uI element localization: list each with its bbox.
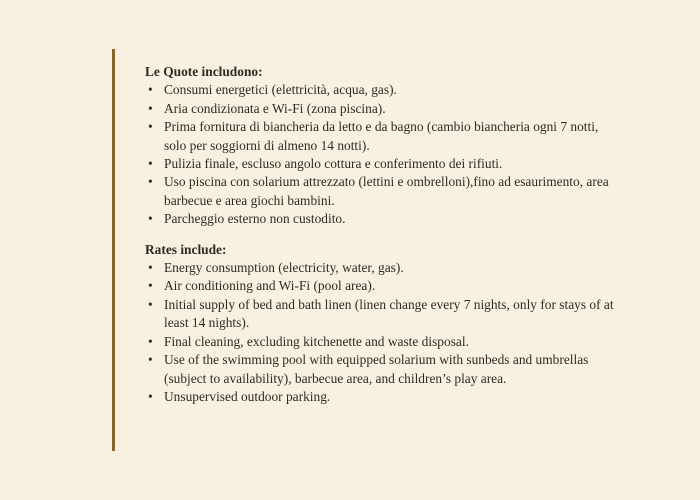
list-item (145, 81, 615, 99)
bullet-icon: • (148, 82, 153, 98)
bullet-icon: • (148, 100, 153, 116)
bullet-icon: • (148, 174, 153, 190)
list-item (145, 100, 615, 118)
english-list (145, 259, 615, 406)
list-item (145, 277, 615, 295)
list-item (145, 351, 615, 388)
bullet-icon: • (148, 352, 153, 368)
list-item-text: Prima fornitura di biancheria da letto e da bagno (cambio biancheria ogni 7 notti, solo per soggiorni di almeno 14 notti). (164, 119, 599, 153)
list-item-text: Air conditioning and Wi-Fi (pool area). (164, 278, 376, 294)
list-item-text: Final cleaning, excluding kitchenette and waste disposal. (164, 333, 469, 349)
list-item (145, 210, 615, 228)
list-item-text: Aria condizionata e Wi-Fi (zona piscina). (164, 100, 386, 116)
italian-list (145, 81, 615, 228)
bullet-icon: • (148, 333, 153, 349)
list-item-text: Parcheggio esterno non custodito. (164, 211, 346, 227)
list-item-text: Pulizia finale, escluso angolo cottura e conferimento dei rifiuti. (164, 156, 503, 172)
list-item (145, 173, 615, 210)
bullet-icon: • (148, 388, 153, 404)
list-item-text: Uso piscina con solarium attrezzato (lettini e ombrelloni),fino ad esaurimento, area barbecue e area giochi bambini. (164, 174, 609, 208)
list-item (145, 296, 615, 333)
list-item-text: Unsupervised outdoor parking. (164, 388, 331, 404)
rates-content (145, 63, 615, 406)
bullet-icon: • (148, 260, 153, 276)
vertical-accent-rule (112, 49, 115, 451)
english-heading: Rates include: (145, 241, 227, 257)
list-item (145, 155, 615, 173)
bullet-icon: • (148, 278, 153, 294)
list-item-text: Consumi energetici (elettricità, acqua, gas). (164, 82, 397, 98)
bullet-icon: • (148, 211, 153, 227)
list-item (145, 333, 615, 351)
bullet-icon: • (148, 156, 153, 172)
list-item (145, 388, 615, 406)
list-item (145, 259, 615, 277)
list-item-text: Use of the swimming pool with equipped solarium with sunbeds and umbrellas (subject to availability), barbecue area, and children’s play area. (164, 352, 589, 386)
italian-section (145, 63, 615, 229)
bullet-icon: • (148, 296, 153, 312)
list-item (145, 118, 615, 155)
list-item-text: Initial supply of bed and bath linen (linen change every 7 nights, only for stays of at least 14 nights). (164, 296, 614, 331)
italian-heading: Le Quote includono: (145, 64, 263, 79)
bullet-icon: • (148, 119, 153, 135)
english-section (145, 241, 615, 407)
list-item-text: Energy consumption (electricity, water, gas). (164, 260, 404, 276)
